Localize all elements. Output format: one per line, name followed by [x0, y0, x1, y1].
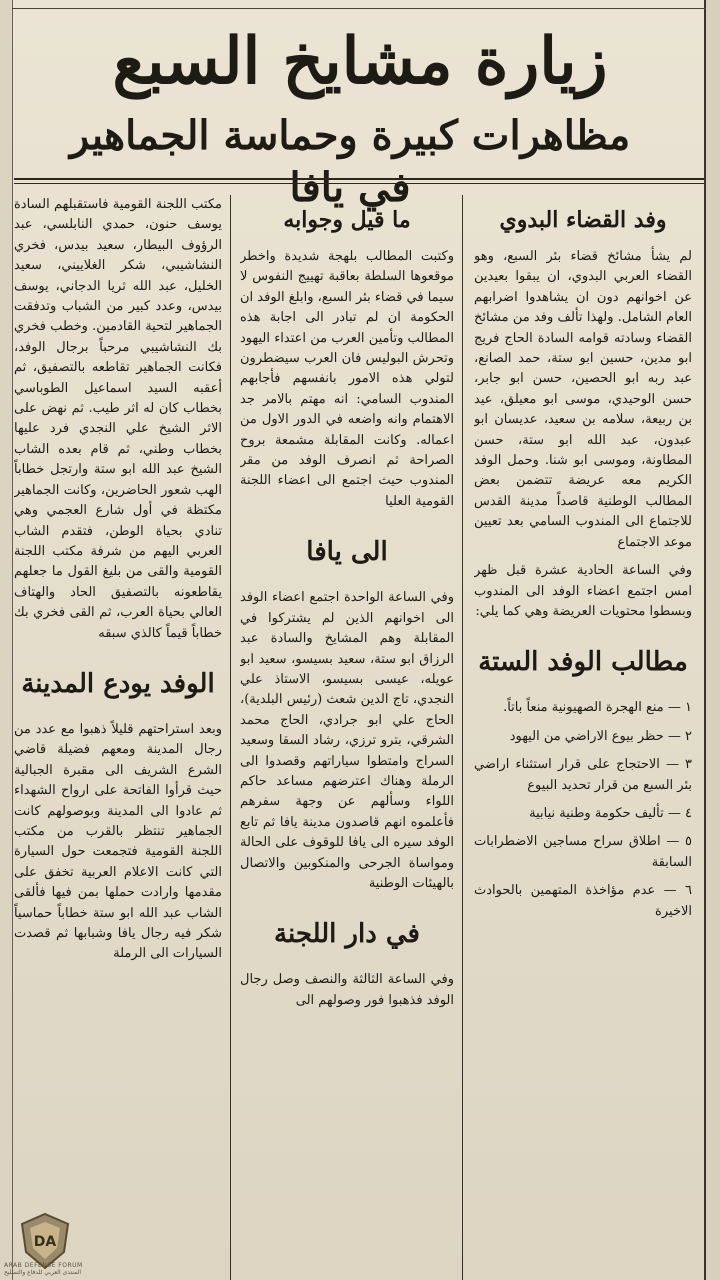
jaffa-heading: الى يافا: [306, 537, 388, 568]
article-paragraph: وفي الساعة الواحدة اجتمع اعضاء الوفد الى اخوانهم الذين لم يشتركوا في المقابلة وهم المشايخ والسادة عبد الرزاق ابو ستة، سعيد بسيسو، سعيد ابو عويله، عيسى بسيسو، الاستاذ علي النجدي، تاج الدين شعث (رئيس البلدية)، الحاج علي ابو جرادي، الحاج محمد الشرقي، بترو ترزي، رشاد السقا وسعيد السراج وامتطوا سياراتهم وقصدوا الى الرملة وهناك اعترضهم مساعد حاكم اللواء وسألهم عن وجهة سفرهم فأعلموه انهم قاصدون مدينة يافا ثم تابع الوفد سيره الى يافا للوقوف على الحالة ومواساة الجرحى والمنكوبين والاتصال بالهيئات الوطنية: [240, 590, 454, 891]
demand-item: ٤ — تأليف حكومة وطنية نيابية: [529, 805, 692, 821]
demand-item: ٥ — اطلاق سراح مساجين الاضطرابات السابقة: [474, 834, 692, 870]
article-paragraph: وكتبت المطالب بلهجة شديدة واخطر موقعوها السلطة بعاقبة تهييج النفوس لا سيما في قضاء بئر السبع، وابلغ الوفد ان الحكومة ان لم تبادر الى اجابة هذه المطالب وتأمين العرب من اعتداء اليهود وتحرش البوليس فان العرب سيضطرون لتولي هذه الامور بانفسهم فأجابهم المندوب السامي: انه مهتم بالامر جد الاهتمام وانه واضعه في الدور الاول من اعماله. وكانت المقابلة مشمعة بروح الصراحة ثم انصرف الوفد من مقر المندوب حيث اجتمع الى اعضاء اللجنة القومية العليا: [240, 249, 454, 509]
demand-item: ٦ — عدم مؤاخذة المتهمين بالحوادث الاخيرة: [474, 883, 692, 919]
middle-column: [240, 195, 454, 1280]
article-paragraph: وفي الساعة الحادية عشرة قبل ظهر امس اجتمع اعضاء الوفد الى المندوب وبسطوا محتويات العريضة وهي كما يلي:: [474, 563, 692, 619]
demand-item: ١ — منع الهجرة الصهيونية منعاً باتاً.: [503, 700, 692, 716]
demand-item: ٣ — الاحتجاج على قرار استثناء اراضي بئر السبع من قرار تحديد البيوع: [474, 757, 692, 793]
watermark-line-1: ARAB DEFENSE FORUM: [4, 1262, 83, 1269]
column-divider: [230, 195, 231, 1280]
logo-mark: DA: [33, 1234, 57, 1250]
farewell-heading: الوفد يودع المدينة: [21, 668, 215, 699]
top-rule: [12, 8, 706, 9]
demands-heading: مطالب الوفد الستة: [478, 647, 688, 678]
article-paragraph: لم يشأ مشائخ قضاء بئر السبع، وهو القضاء العربي البدوي، ان يبقوا بعيدين عن اخوانهم دون ان يشاهدوا اضرابهم العام الشامل. ولهذا تألف وفد من مشائخ القضاء وسادته قوامه السادة الحاج فريج ابو مدين، حسين ابو ستة، حمد الصانع، عبد ربه ابو الحصين، حسن ابو جابر، حسن الوحيدي، موسى ابو معيلق، عيد بن ربيعة، سلامه بن سعيد، عديسان ابو عبدون، عبد الله ابو ستة، حسن المطاونة، وموسى ابو شنا. وحمل الوفد الكريم معه عريضة تتضمن بعض المطالب الوطنية قاصداً مدينة القدس للاجتماع الى المندوب السامي بعد تعيين موعد الاجتماع: [474, 249, 692, 550]
middle-column-heading: ما قيل وجوابه: [283, 207, 411, 233]
article-paragraph: وبعد استراحتهم قليلاً ذهبوا مع عدد من رجال المدينة ومعهم فضيلة قاضي الشرع الشريف الى مقبرة الجبالية حيث قرأوا الفاتحة على ارواح الشهداء ثم عادوا الى المدينة وبوصولهم كانت الجماهير تنتظر بالقرب من مكتب اللجنة القومية فتجمعت حول السيارة التي كانت الاعلام العربية تخفق على مقدمها وارادت حملها بمن فيها فألقى الشاب عبد الله ابو ستة خطاباً حماسياً شكر فيه رجال يافا وشبابها ثم قصدت السيارات الى الرملة: [14, 721, 222, 962]
watermark-line-2: المنتدى العربي للدفاع والتسليح: [4, 1269, 81, 1276]
watermark-caption: [4, 1262, 134, 1276]
page-left-edge: [0, 0, 13, 1280]
header-rule-thin: [14, 183, 704, 184]
demand-item: ٢ — حظر بيوع الاراضي من اليهود: [509, 728, 692, 744]
article-paragraph: وفي الساعة الثالثة والنصف وصل رجال الوفد فذهبوا فور وصولهم الى: [240, 972, 454, 1008]
right-column: [474, 195, 692, 1280]
committee-heading: في دار اللجنة: [274, 919, 420, 950]
left-column: [14, 195, 222, 1280]
right-column-heading: وفد القضاء البدوي: [499, 207, 667, 233]
sub-headline: مظاهرات كبيرة وحماسة الجماهير في يافا: [69, 112, 631, 211]
article-paragraph: مكتب اللجنة القومية فاستقبلهم السادة يوسف حنون، حمدي النابلسي، عبد الرؤوف البيطار، سعيد بيدس، فخري النشاشيبي، شكر الغلاييني، سعيد الخليل، عبد الله ثريا الدجاني، يوسف بيدس، وعدد كبير من الشباب وتدفقت الجماهير لتحية القادمين. وخطب فخري بك النشاشيبي مرحباً برجال الوفد، فكانت الجماهير تقاطعه بالتصفيق، ثم أعقبه السيد اسماعيل الطوباسي بخطاب كان له اثر طيب. ثم نهض على الاثر الشيخ علي النجدي فرد عليها بخطاب وطني، ثم قام بعده الشاب الشيخ عبد الله ابو ستة وارتجل خطاباً الهب شعور الحاضرين، وكانت الجماهير مكتظة في أول شارع العجمي وهي تنادي بحياة الوطن، فتقدم الشاب العربي اليهم من شرفة مكتب اللجنة القومية والقى من بليغ القول ما جعلهم يقاطعونه بالتصفيق الحاد والهتاف العالي بحياة العرب، ثم القى فخري بك خطاباً قيماً كالذي سبقه: [14, 197, 222, 641]
header-rule: [14, 178, 704, 180]
column-divider: [462, 195, 463, 1280]
page-right-edge: [704, 0, 720, 1280]
main-headline: زيارة مشايخ السبع: [112, 24, 608, 99]
